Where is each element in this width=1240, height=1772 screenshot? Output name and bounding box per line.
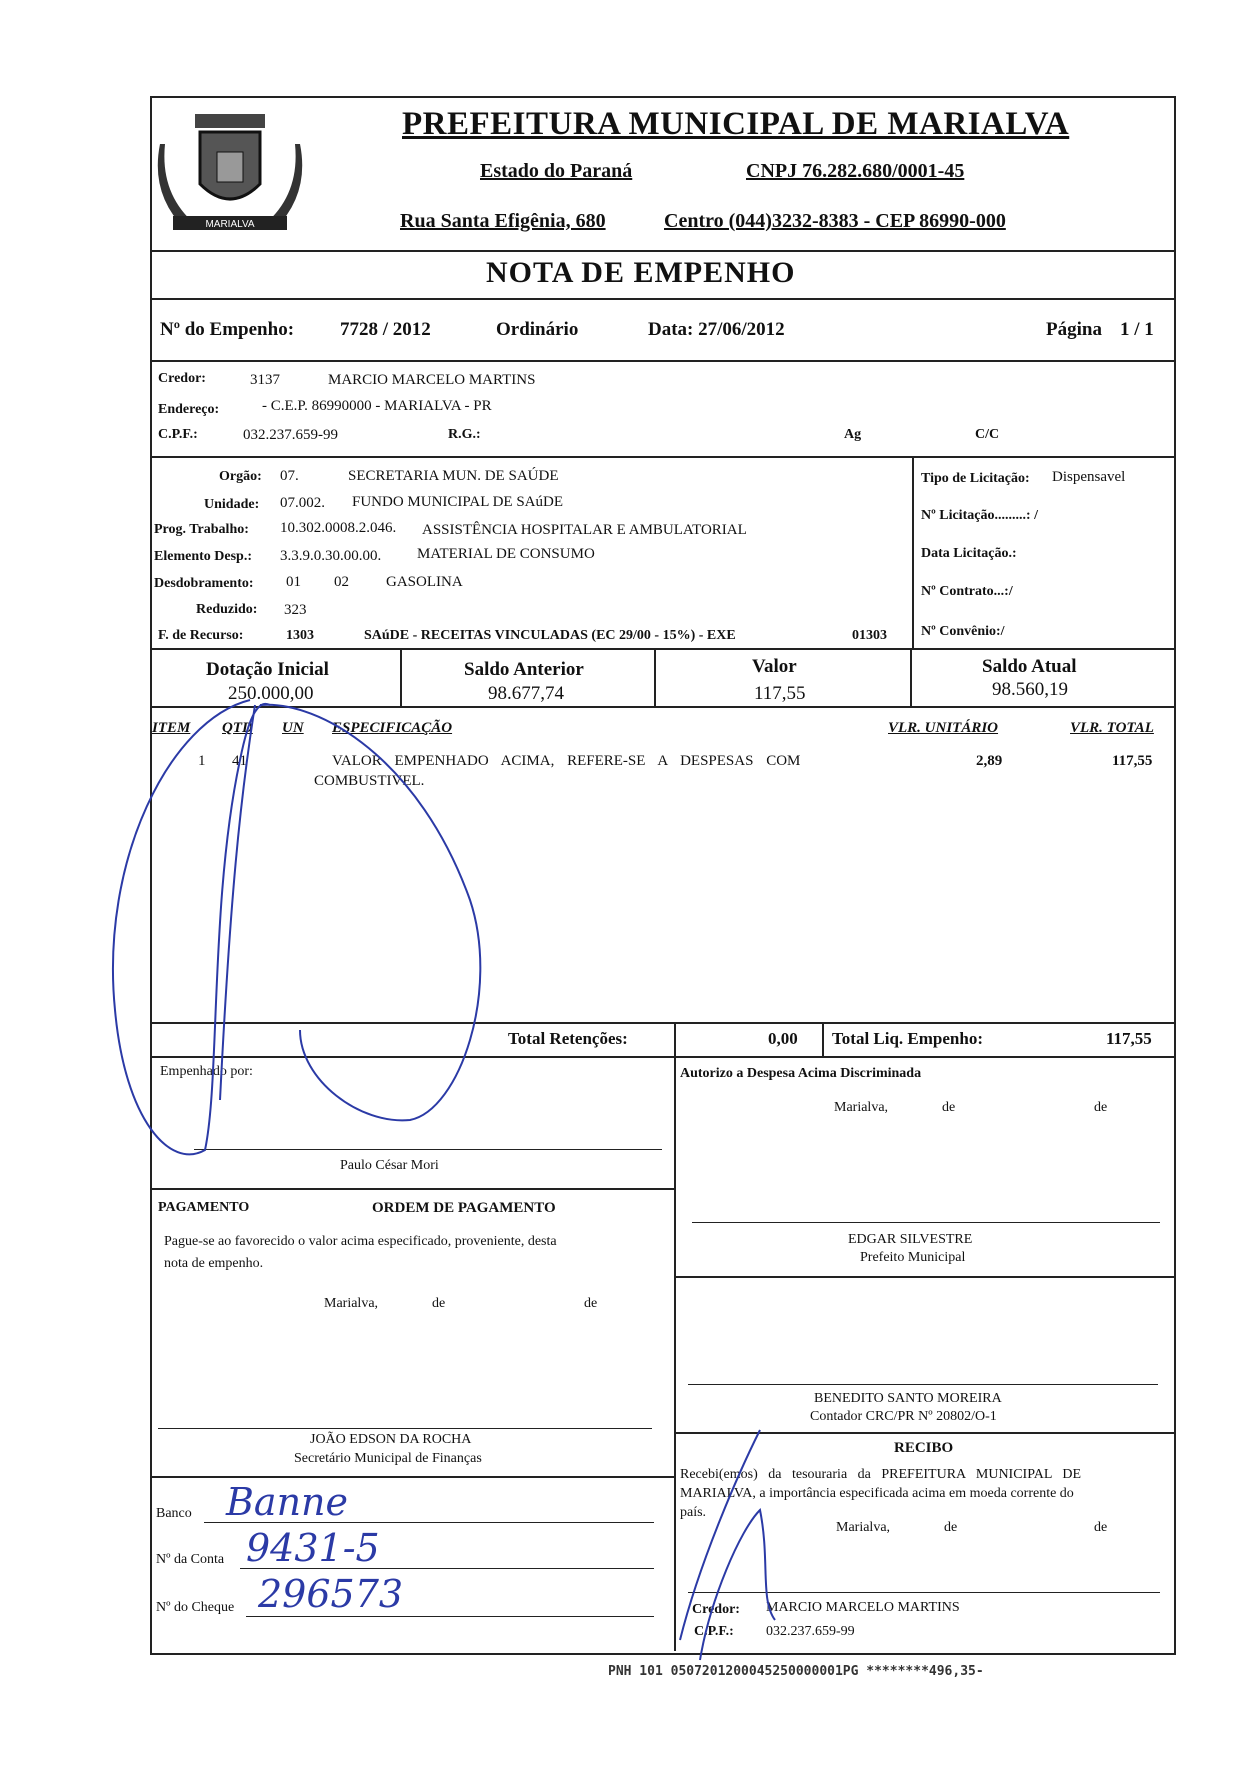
cc-label: C/C [975, 427, 1000, 442]
recibo-city: Marialva, [836, 1520, 891, 1535]
prog-label: Prog. Trabalho: [154, 522, 249, 537]
item-unit: 2,89 [976, 753, 1003, 769]
recibo-text-3: país. [680, 1505, 707, 1520]
pagamento-de2: de [584, 1296, 598, 1311]
pagina-value: 1 / 1 [1120, 319, 1154, 340]
banco-handwritten: Banne [226, 1480, 349, 1524]
recibo-label: RECIBO [894, 1440, 954, 1456]
desd-b: 02 [334, 574, 349, 590]
empenhado-name: Paulo César Mori [340, 1158, 439, 1173]
secretario-role: Secretário Municipal de Finanças [294, 1451, 482, 1466]
saldo-atual-label: Saldo Atual [982, 656, 1077, 677]
recibo-credor-label: Credor: [692, 1602, 740, 1617]
item-total: 117,55 [1112, 753, 1153, 769]
unidade-code: 07.002. [280, 495, 325, 511]
ret-label: Total Retenções: [508, 1029, 628, 1048]
recibo-credor-value: MARCIO MARCELO MARTINS [766, 1600, 960, 1615]
conta-handwritten: 9431-5 [246, 1526, 380, 1570]
empenho-num-label: Nº do Empenho: [160, 319, 295, 340]
crest-text: MARIALVA [205, 219, 255, 230]
col-total: VLR. TOTAL [1070, 720, 1154, 736]
contrato-label: Nº Contrato...:/ [921, 584, 1013, 599]
unidade-value: FUNDO MUNICIPAL DE SAúDE [352, 494, 563, 510]
saldo-anterior-label: Saldo Anterior [464, 659, 584, 680]
lic-data-label: Data Licitação.: [921, 546, 1017, 561]
footer-code: PNH 101 0507201200045250000001PG ********496,35- [608, 1664, 984, 1679]
ordem-label: ORDEM DE PAGAMENTO [372, 1200, 556, 1216]
endereco-label: Endereço: [158, 402, 220, 417]
lic-num-label: Nº Licitação.........: / [921, 508, 1038, 523]
recibo-de2: de [1094, 1520, 1108, 1535]
pagamento-city: Marialva, [324, 1296, 379, 1311]
saldo-anterior-value: 98.677,74 [488, 683, 564, 704]
fonte-value: SAúDE - RECEITAS VINCULADAS (EC 29/00 - 15%) - EXE [364, 628, 736, 643]
header-state: Estado do Paraná [480, 160, 633, 182]
elem-code: 3.3.9.0.30.00.00. [280, 548, 382, 564]
empenho-tipo: Ordinário [496, 319, 579, 340]
recibo-text-1: Recebi(emos) da tesouraria da PREFEITURA MUNICIPAL DE [680, 1467, 1082, 1482]
rg-label: R.G.: [448, 427, 481, 442]
contador-name: BENEDITO SANTO MOREIRA [814, 1391, 1002, 1406]
desd-label: Desdobramento: [154, 576, 254, 591]
header-cnpj: CNPJ 76.282.680/0001-45 [746, 160, 965, 182]
orgao-code: 07. [280, 468, 299, 484]
reduzido-label: Reduzido: [196, 602, 258, 617]
cpf-label: C.P.F.: [158, 427, 198, 442]
unidade-label: Unidade: [204, 497, 260, 512]
dotacao-label: Dotação Inicial [206, 659, 329, 680]
convenio-label: Nº Convênio:/ [921, 624, 1005, 639]
col-qtd: QTD [222, 720, 253, 736]
saldo-atual-value: 98.560,19 [992, 679, 1068, 700]
col-espec: ESPECIFICAÇÃO [332, 720, 453, 736]
prefeito-name: EDGAR SILVESTRE [848, 1232, 973, 1247]
doc-title: NOTA DE EMPENHO [486, 256, 796, 289]
orgao-value: SECRETARIA MUN. DE SAÚDE [348, 468, 559, 484]
reduzido-value: 323 [284, 602, 307, 618]
pagina-label: Página [1046, 319, 1102, 340]
recibo-de1: de [944, 1520, 958, 1535]
ret-value: 0,00 [768, 1029, 798, 1048]
recibo-cpf-label: C.P.F.: [694, 1624, 734, 1639]
autorizo-de1: de [942, 1100, 956, 1115]
item-qtd: 41 [232, 753, 247, 769]
liq-value: 117,55 [1106, 1029, 1152, 1048]
ag-label: Ag [844, 427, 862, 442]
autorizo-city: Marialva, [834, 1100, 889, 1115]
prog-code: 10.302.0008.2.046. [280, 520, 397, 536]
elem-value: MATERIAL DE CONSUMO [417, 546, 595, 562]
empenho-data: Data: 27/06/2012 [648, 319, 785, 340]
pagamento-text-1: Pague-se ao favorecido o valor acima especificado, proveniente, desta [164, 1234, 557, 1249]
prog-value: ASSISTÊNCIA HOSPITALAR E AMBULATORIAL [422, 522, 747, 538]
credor-name: MARCIO MARCELO MARTINS [328, 372, 536, 388]
lic-tipo-value: Dispensavel [1052, 469, 1126, 485]
fonte-code: 1303 [286, 628, 314, 643]
pagamento-de1: de [432, 1296, 446, 1311]
dotacao-value: 250.000,00 [228, 683, 314, 704]
secretario-name: JOÃO EDSON DA ROCHA [310, 1432, 472, 1447]
banco-label: Banco [156, 1506, 192, 1521]
header-title: PREFEITURA MUNICIPAL DE MARIALVA [402, 106, 1070, 142]
lic-tipo-label: Tipo de Licitação: [921, 471, 1030, 486]
cheque-label: Nº do Cheque [156, 1600, 235, 1615]
item-num: 1 [198, 753, 206, 769]
desd-value: GASOLINA [386, 574, 463, 590]
credor-code: 3137 [250, 372, 280, 388]
fonte-label: F. de Recurso: [158, 628, 244, 643]
conta-label: Nº da Conta [156, 1552, 225, 1567]
valor-value: 117,55 [754, 683, 806, 704]
header-address: Rua Santa Efigênia, 680 [400, 210, 606, 232]
empenhado-label: Empenhado por: [160, 1064, 253, 1079]
autorizo-label: Autorizo a Despesa Acima Discriminada [680, 1066, 922, 1081]
recibo-text-2: MARIALVA, a importância especificada acima em moeda corrente do [680, 1486, 1074, 1501]
recibo-cpf-value: 032.237.659-99 [766, 1624, 855, 1639]
fonte-code2: 01303 [852, 628, 887, 643]
col-unit: VLR. UNITÁRIO [888, 720, 999, 736]
cheque-handwritten: 296573 [258, 1572, 404, 1616]
prefeito-role: Prefeito Municipal [860, 1250, 966, 1265]
item-espec-1: VALOR EMPENHADO ACIMA, REFERE-SE A DESPESAS COM [332, 753, 801, 769]
valor-label: Valor [752, 656, 797, 677]
cpf-value: 032.237.659-99 [243, 427, 338, 443]
elem-label: Elemento Desp.: [154, 549, 252, 564]
header-contact: Centro (044)3232-8383 - CEP 86990-000 [664, 210, 1006, 232]
empenho-num: 7728 / 2012 [340, 319, 431, 340]
endereco-value: - C.E.P. 86990000 - MARIALVA - PR [262, 398, 492, 414]
item-espec-2: COMBUSTIVEL. [314, 773, 425, 789]
desd-a: 01 [286, 574, 301, 590]
pagamento-label: PAGAMENTO [158, 1200, 250, 1215]
orgao-label: Orgão: [219, 469, 262, 484]
pagamento-text-2: nota de empenho. [164, 1256, 264, 1271]
credor-label: Credor: [158, 371, 206, 386]
liq-label: Total Liq. Empenho: [832, 1029, 983, 1048]
contador-role: Contador CRC/PR Nº 20802/O-1 [810, 1409, 997, 1424]
autorizo-de2: de [1094, 1100, 1108, 1115]
col-item: ITEM [152, 720, 191, 736]
col-un: UN [282, 720, 304, 736]
